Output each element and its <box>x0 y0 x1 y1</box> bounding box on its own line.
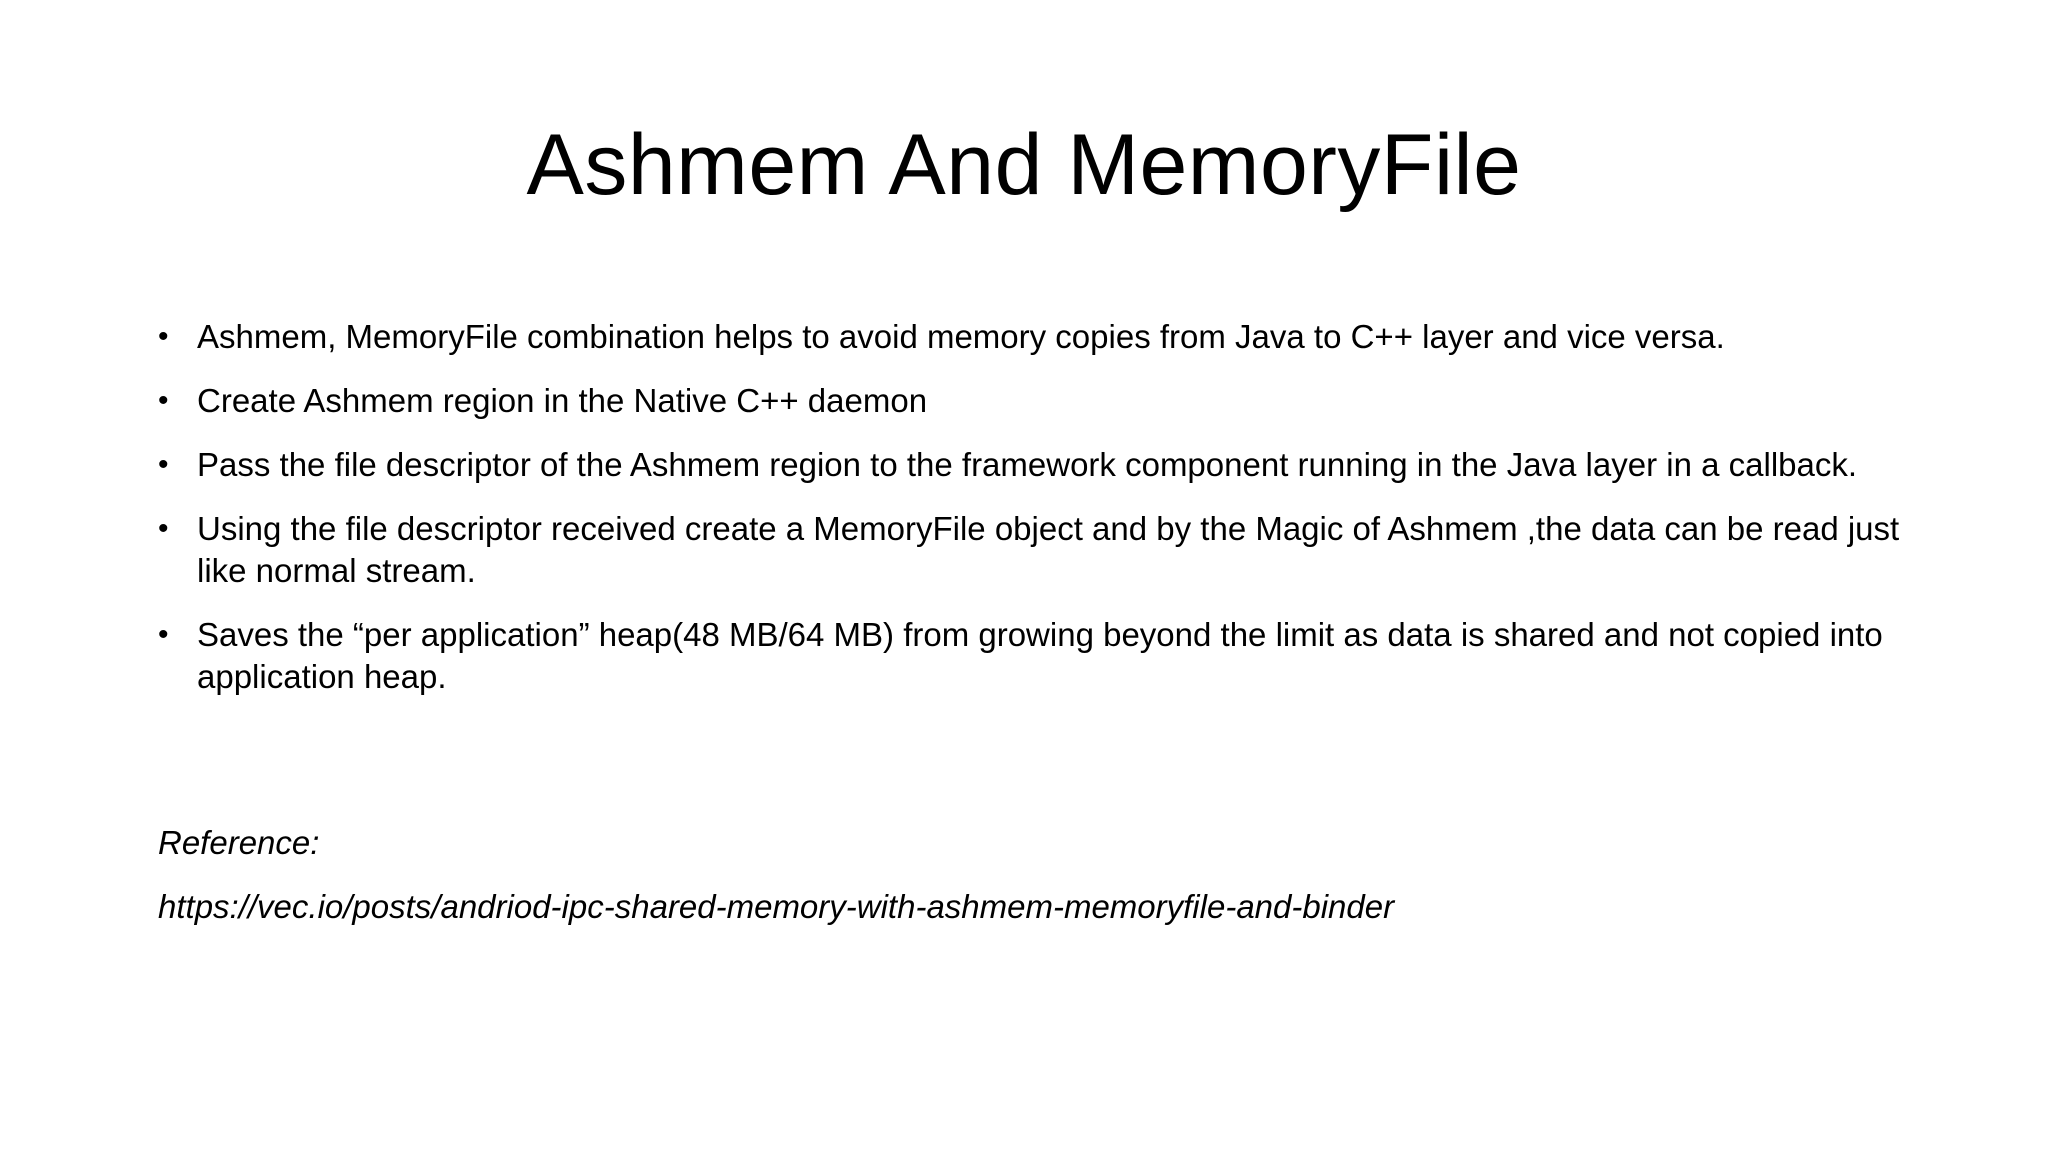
bullet-icon: • <box>158 320 169 353</box>
bullet-item <box>158 508 1918 592</box>
bullet-item <box>158 614 1918 698</box>
bullet-list <box>158 316 1918 720</box>
bullet-icon: • <box>158 618 169 651</box>
reference-url: https://vec.io/posts/andriod-ipc-shared-memory-with-ashmem-memoryfile-and-binder <box>158 888 1395 925</box>
bullet-icon: • <box>158 512 169 545</box>
bullet-icon: • <box>158 448 169 481</box>
bullet-text: Pass the file descriptor of the Ashmem region to the framework component running in the Java layer in a callback. <box>197 446 1858 483</box>
bullet-item <box>158 380 1918 422</box>
bullet-item <box>158 444 1918 486</box>
bullet-text: Create Ashmem region in the Native C++ daemon <box>197 382 928 419</box>
bullet-text: Saves the “per application” heap(48 MB/64 MB) from growing beyond the limit as data is shared and not copied into application heap. <box>197 616 1883 695</box>
reference-block <box>158 822 1918 950</box>
bullet-text: Ashmem, MemoryFile combination helps to avoid memory copies from Java to C++ layer and vice versa. <box>197 318 1725 355</box>
bullet-item <box>158 316 1918 358</box>
bullet-text: Using the file descriptor received create a MemoryFile object and by the Magic of Ashmem ,the data can be read just like normal stream. <box>197 510 1900 589</box>
bullet-icon: • <box>158 384 169 417</box>
slide-title: Ashmem And MemoryFile <box>526 117 1522 213</box>
reference-label: Reference: <box>158 824 320 861</box>
